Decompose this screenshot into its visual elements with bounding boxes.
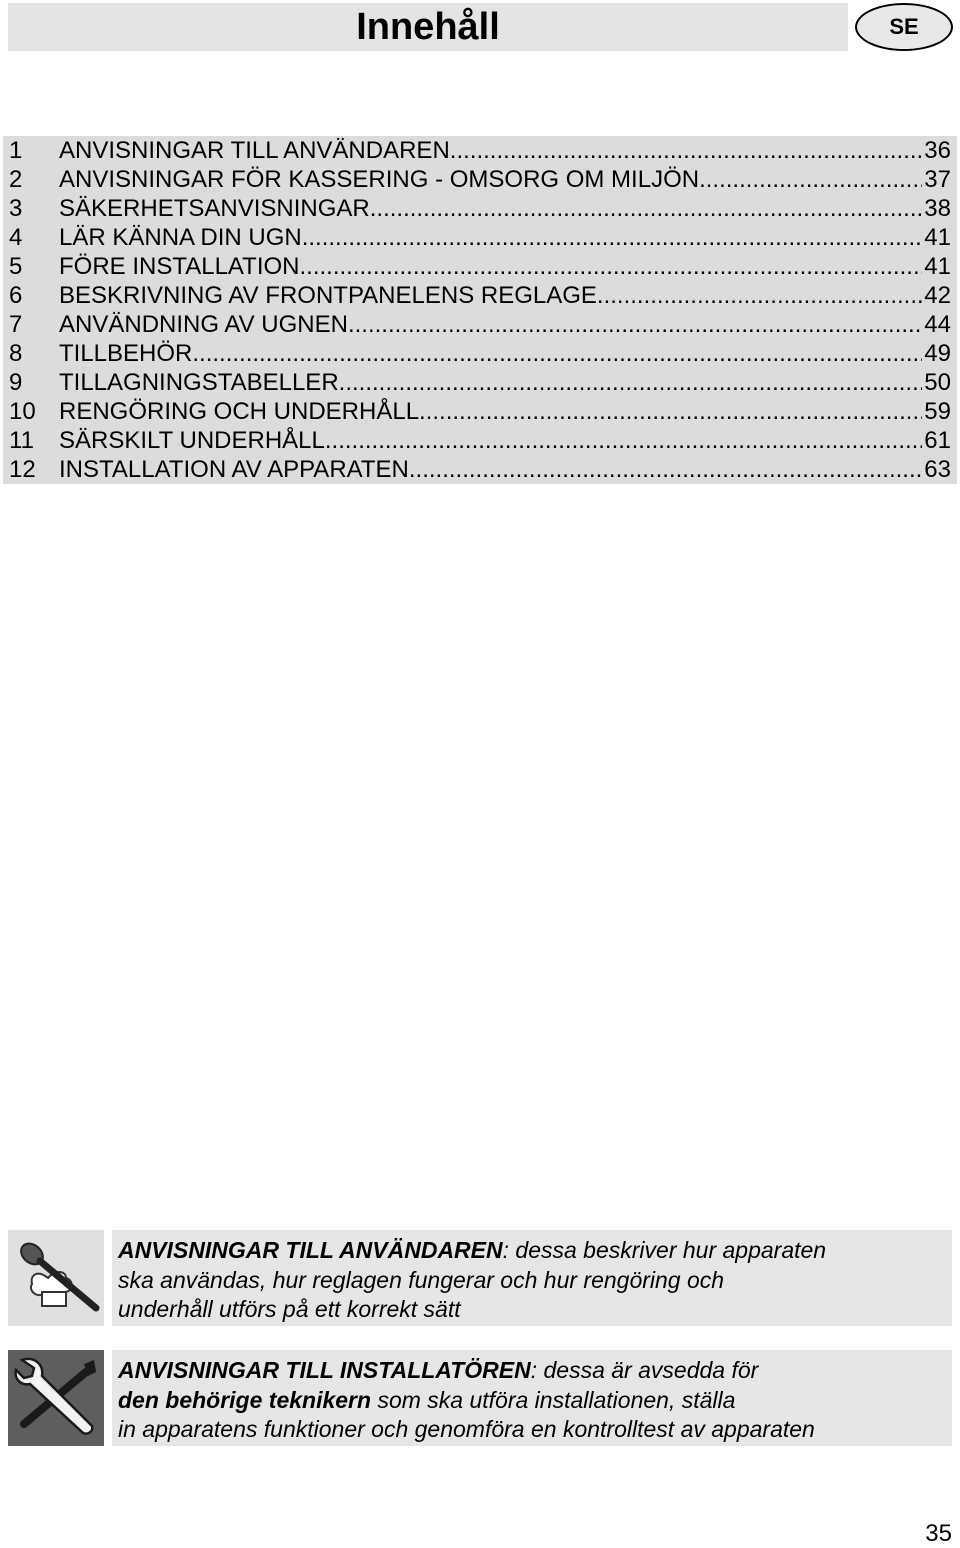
toc-leader-dots: [348, 310, 922, 339]
toc-entry-page: 36: [924, 137, 951, 164]
toc-entry[interactable]: [3, 368, 957, 397]
spoon-chef-hat-icon: [8, 1230, 104, 1326]
toc-leader-dots: [699, 165, 922, 194]
toc-entry[interactable]: [3, 165, 957, 194]
page-number: 35: [925, 1520, 952, 1547]
toc-entry-title: ANVISNINGAR TILL ANVÄNDAREN: [59, 137, 450, 164]
toc-entry[interactable]: [3, 339, 957, 368]
page-title: Innehåll: [356, 6, 500, 48]
toc-entry-number: 1: [9, 137, 23, 164]
toc-leader-dots: [302, 223, 923, 252]
toc-entry-title: SÄRSKILT UNDERHÅLL: [59, 427, 325, 454]
toc-entry[interactable]: [3, 252, 957, 281]
user-instructions-text: [112, 1230, 952, 1326]
toc-entry[interactable]: [3, 455, 957, 484]
installer-note-line2: som ska utföra installationen, ställa: [371, 1386, 736, 1413]
toc-entry-title: FÖRE INSTALLATION: [59, 253, 300, 280]
toc-entry[interactable]: [3, 194, 957, 223]
toc-entry-number: 11: [9, 427, 34, 454]
toc-entry-number: 3: [9, 195, 23, 222]
toc-entry-page: 38: [924, 195, 951, 222]
table-of-contents: [3, 136, 957, 484]
user-note-line3: underhåll utförs på ett korrekt sätt: [118, 1296, 461, 1322]
toc-leader-dots: [450, 136, 923, 165]
installer-instructions-note: [8, 1350, 952, 1446]
toc-leader-dots: [597, 281, 922, 310]
toc-leader-dots: [370, 194, 923, 223]
title-bar: [8, 3, 848, 51]
toc-entry-page: 59: [924, 398, 951, 425]
toc-entry-page: 63: [924, 456, 951, 483]
toc-entry-page: 41: [924, 224, 951, 251]
installer-note-emphasis: den behörige teknikern: [118, 1386, 372, 1413]
toc-leader-dots: [339, 368, 923, 397]
toc-entry-page: 44: [924, 311, 951, 338]
toc-entry-title: RENGÖRING OCH UNDERHÅLL: [59, 398, 420, 425]
language-badge: SE: [855, 3, 953, 51]
toc-entry-title: ANVISNINGAR FÖR KASSERING - OMSORG OM MILJÖN: [59, 166, 700, 193]
toc-entry-page: 61: [924, 427, 951, 454]
toc-entry[interactable]: [3, 397, 957, 426]
toc-entry-number: 7: [9, 311, 23, 338]
toc-leader-dots: [325, 426, 922, 455]
user-note-line2: ska användas, hur reglagen fungerar och hur rengöring och: [118, 1266, 725, 1293]
toc-leader-dots: [192, 339, 922, 368]
toc-entry[interactable]: [3, 223, 957, 252]
toc-leader-dots: [299, 252, 922, 281]
toc-entry-number: 9: [9, 369, 23, 396]
toc-entry-page: 50: [924, 369, 951, 396]
toc-entry-title: BESKRIVNING AV FRONTPANELENS REGLAGE: [59, 282, 597, 309]
toc-entry-title: ANVÄNDNING AV UGNEN: [59, 311, 348, 338]
toc-entry-number: 5: [9, 253, 23, 280]
toc-leader-dots: [419, 397, 922, 426]
user-note-heading: ANVISNINGAR TILL ANVÄNDAREN: [118, 1237, 503, 1263]
toc-entry-number: 12: [9, 456, 36, 483]
toc-entry[interactable]: [3, 426, 957, 455]
toc-entry-title: LÄR KÄNNA DIN UGN: [59, 224, 302, 251]
installer-note-line1: : dessa är avsedda för: [530, 1357, 759, 1383]
installer-note-heading: ANVISNINGAR TILL INSTALLATÖREN: [118, 1357, 531, 1383]
installer-instructions-text: [112, 1350, 952, 1446]
toc-entry-number: 6: [9, 282, 23, 309]
toc-entry-page: 37: [924, 166, 951, 193]
toc-leader-dots: [409, 455, 922, 484]
toc-entry-title: TILLAGNINGSTABELLER: [59, 369, 339, 396]
toc-entry[interactable]: [3, 136, 957, 165]
toc-entry[interactable]: [3, 310, 957, 339]
toc-entry-title: SÄKERHETSANVISNINGAR: [59, 195, 370, 222]
toc-entry-number: 2: [9, 166, 23, 193]
wrench-screwdriver-icon: [8, 1350, 104, 1446]
toc-entry-page: 41: [924, 253, 951, 280]
user-instructions-note: [8, 1230, 952, 1326]
toc-entry-number: 10: [9, 398, 36, 425]
toc-entry-page: 42: [924, 282, 951, 309]
toc-entry-page: 49: [924, 340, 951, 367]
toc-entry-number: 4: [9, 224, 23, 251]
user-note-line1: : dessa beskriver hur apparaten: [502, 1237, 827, 1263]
toc-entry-title: TILLBEHÖR: [59, 340, 193, 367]
toc-entry-title: INSTALLATION AV APPARATEN: [59, 456, 409, 483]
toc-entry-number: 8: [9, 340, 23, 367]
toc-entry[interactable]: [3, 281, 957, 310]
installer-note-line3: in apparatens funktioner och genomföra en kontrolltest av apparaten: [118, 1416, 815, 1442]
